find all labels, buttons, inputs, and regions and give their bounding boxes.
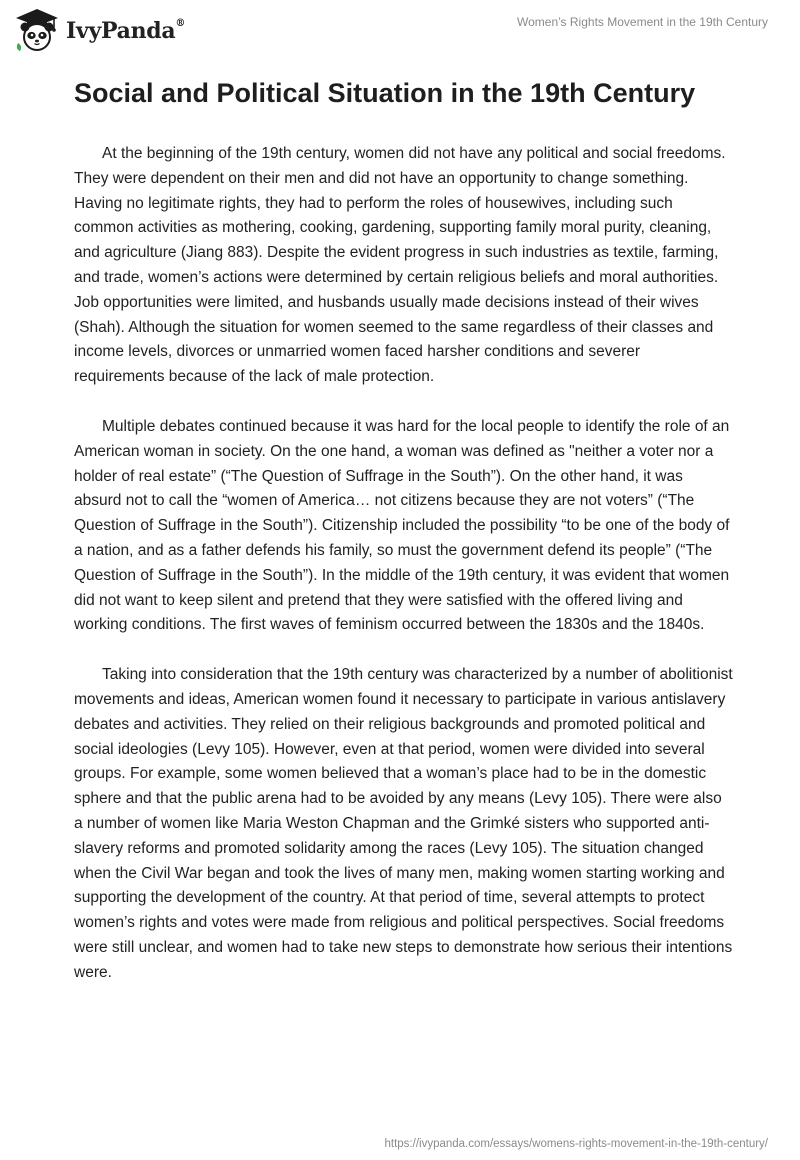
ivypanda-logo[interactable] <box>14 8 185 52</box>
paragraph: At the beginning of the 19th century, women did not have any political and social freedoms. They were dependent on their men and did not have an opportunity to change something. Having no legitimate rights, they had to perform the roles of housewives, including such common activities as mothering, cooking, gardening, supporting family moral purity, cleaning, and agriculture (Jiang 883). Despite the evident progress in such industries as textile, farming, and trade, women’s actions were determined by certain religious beliefs and moral authorities. Job opportunities were limited, and husbands usually made decisions instead of their wives (Shah). Although the situation for women seemed to the same regardless of their classes and income levels, divorces or unmarried women faced harsher conditions and severer requirements because of the lack of male protection. <box>74 145 726 386</box>
panda-graduation-cap-icon <box>14 7 60 53</box>
source-url[interactable]: https://ivypanda.com/essays/womens-rights-movement-in-the-19th-century/ <box>384 1138 768 1150</box>
brand-name: IvyPanda® <box>66 17 186 44</box>
article-body <box>74 74 734 1011</box>
page-header <box>0 0 800 60</box>
document-title: Women’s Rights Movement in the 19th Century <box>516 15 768 29</box>
paragraph: Taking into consideration that the 19th century was characterized by a number of abolitionist movements and ideas, American women found it necessary to participate in various antislavery debates and activities. They relied on their religious backgrounds and promoted political and social ideologies (Levy 105). However, even at that period, women were divided into several groups. For example, some women believed that a woman’s place had to be in the domestic sphere and that the public arena had to be avoided by any means (Levy 105). There were also a number of women like Maria Weston Chapman and the Grimké sisters who supported anti-slavery reforms and promoted solidarity among the races (Levy 105). The situation changed when the Civil War began and took the lives of many men, making women starting working and supporting the development of the country. At that period of time, several attempts to protect women’s rights and votes were made from religious and political perspectives. Social freedoms were still unclear, and women had to take new steps to demonstrate how serious their intentions were. <box>74 666 733 981</box>
section-heading: Social and Political Situation in the 19th Century <box>74 78 696 108</box>
paragraph: Multiple debates continued because it was hard for the local people to identify the role of an American woman in society. On the one hand, a woman was defined as "neither a voter nor a holder of real estate” (“The Question of Suffrage in the South”). On the other hand, it was absurd not to call the “women of America… not citizens because they are not voters” (“The Question of Suffrage in the South”). Citizenship included the possibility “to be one of the body of a nation, and as a father defends his family, so must the government defend its people” (“The Question of Suffrage in the South”). In the middle of the 19th century, it was evident that women did not want to keep silent and pretend that they were satisfied with the offered living and working conditions. The first waves of feminism occurred between the 1830s and the 1840s. <box>74 417 730 634</box>
